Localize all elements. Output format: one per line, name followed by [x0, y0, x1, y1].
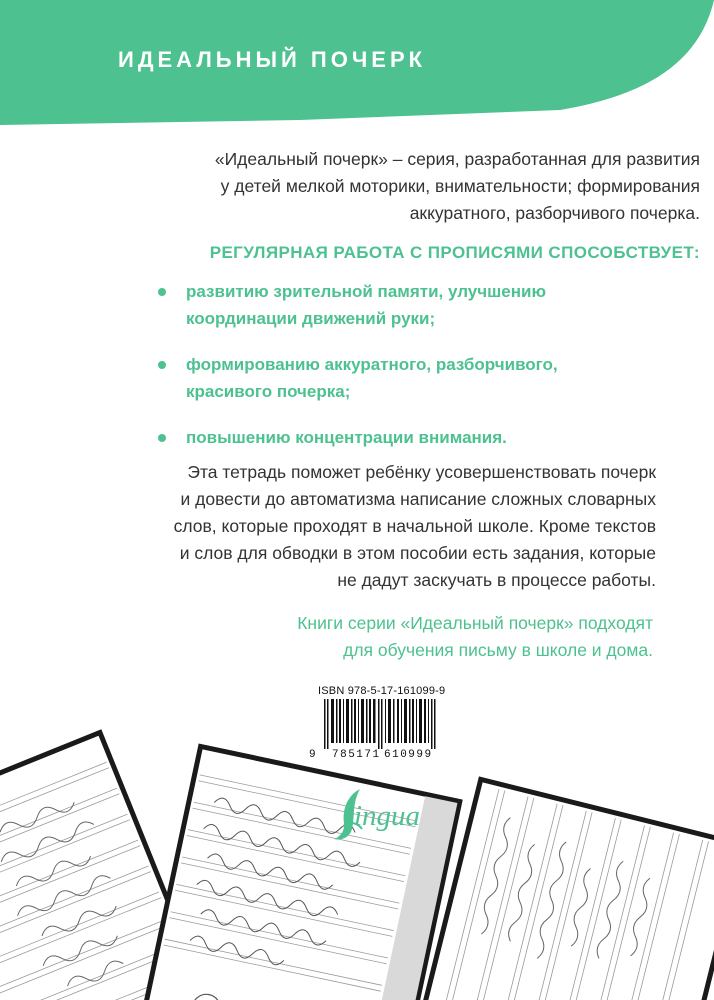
benefit-line: формированию аккуратного, разборчивого,	[186, 355, 558, 374]
benefits-heading: РЕГУЛЯРНАЯ РАБОТА С ПРОПИСЯМИ СПОСОБСТВУЕТ:	[209, 243, 700, 262]
promo-paragraph	[60, 610, 653, 664]
publisher-logo-text: ingua	[354, 800, 421, 832]
benefit-item	[140, 278, 680, 332]
barcode-digit-first: 9	[309, 749, 318, 761]
promo-line: Книги серии «Идеальный почерк» подходят	[297, 613, 653, 633]
description-line: слов, которые проходят в начальной школе. Кроме текстов	[173, 516, 656, 536]
description-line: и слов для обводки в этом пособии есть задания, которые	[179, 543, 656, 563]
bullet-icon	[158, 288, 166, 296]
description-paragraph	[60, 459, 656, 594]
bullet-icon	[158, 434, 166, 442]
isbn-label: ISBN 978-5-17-161099-9	[318, 685, 446, 697]
description-line: не дадут заскучать в процессе работы.	[337, 570, 656, 590]
intro-line: «Идеальный почерк» – серия, разработанная для развития	[214, 149, 700, 169]
barcode-digits-left: 785171	[332, 749, 381, 761]
series-title: ИДЕАЛЬНЫЙ ПОЧЕРК	[118, 47, 427, 72]
intro-line: аккуратного, разборчивого почерка.	[409, 203, 700, 223]
benefit-line: координации движений руки;	[186, 309, 436, 328]
benefit-line: развитию зрительной памяти, улучшению	[186, 282, 546, 301]
notebook-page-middle	[138, 746, 460, 1000]
benefit-line: повышению концентрации внимания.	[186, 428, 507, 447]
barcode	[320, 699, 450, 749]
barcode-digits-right: 610999	[384, 749, 433, 761]
benefits-list	[140, 278, 680, 470]
benefit-item	[140, 351, 680, 405]
benefit-item	[140, 424, 680, 451]
description-line: и довести до автоматизма написание сложных словарных	[180, 489, 656, 509]
intro-paragraph	[60, 146, 700, 227]
description-line: Эта тетрадь поможет ребёнку усовершенствовать почерк	[187, 462, 656, 482]
benefit-line: красивого почерка;	[186, 382, 351, 401]
bullet-icon	[158, 361, 166, 369]
promo-line: для обучения письму в школе и дома.	[343, 640, 653, 660]
series-banner	[0, 0, 714, 125]
intro-line: у детей мелкой моторики, внимательности; формирования	[220, 176, 700, 196]
